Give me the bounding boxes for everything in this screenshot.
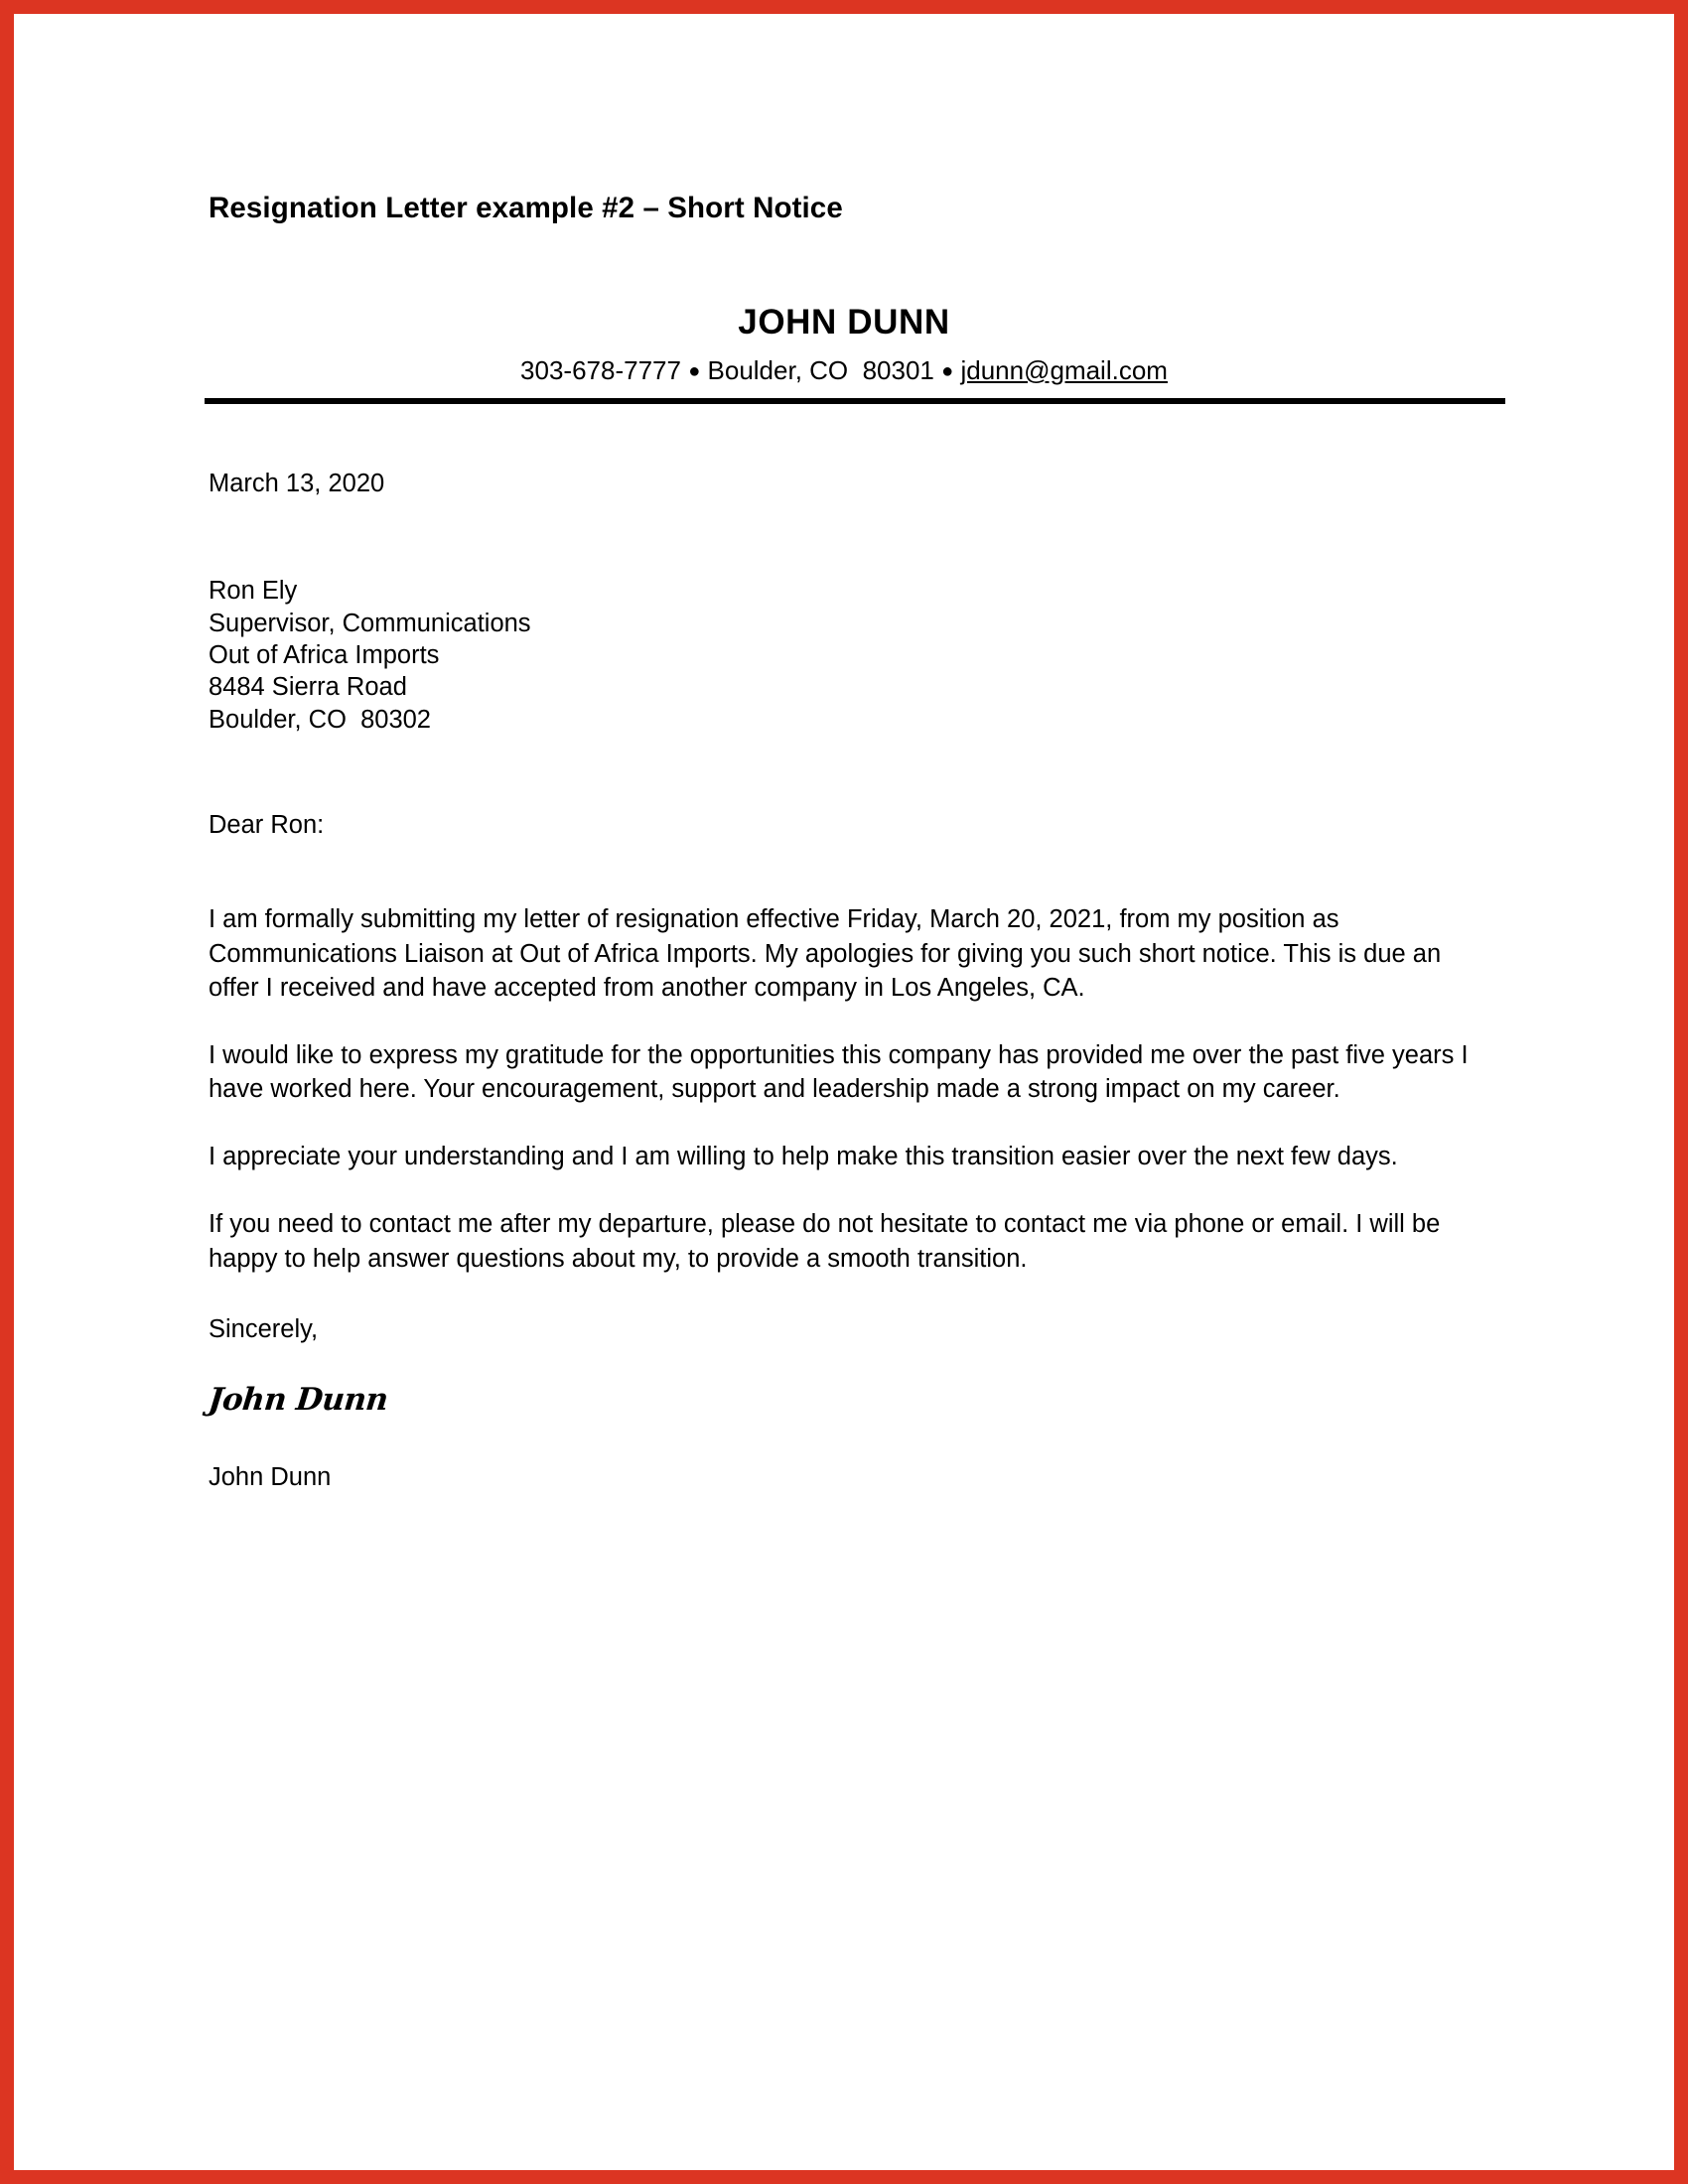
body-paragraph: I appreciate your understanding and I am willing to help make this transition easier over the next few days. — [209, 1143, 1398, 1171]
closing-salutation: Sincerely, — [209, 1314, 319, 1343]
sender-name: JOHN DUNN — [738, 303, 950, 342]
handwritten-signature: John Dunn — [207, 1382, 390, 1419]
recipient-title: Supervisor, Communications — [209, 609, 531, 637]
body-paragraph: I would like to express my gratitude for the opportunities this company has provided me over the past five years I have worked here. Your encouragement, support and leadership made a strong impact on my career. — [209, 1040, 1469, 1104]
signature-row — [209, 1345, 1475, 1420]
salutation: Dear Ron: — [209, 811, 325, 840]
letter-content — [209, 468, 1475, 1494]
body-paragraph: I am formally submitting my letter of resignation effective Friday, March 20, 2021, from my position as Communications Liaison at Out of Africa Imports. My apologies for giving you such short notice. This is due an offer I received and have accepted from another company in Los Angeles, CA. — [209, 905, 1442, 1002]
letter-date: March 13, 2020 — [209, 469, 385, 497]
page-title: Resignation Letter example #2 – Short Notice — [209, 192, 843, 224]
sender-location: Boulder, CO 80301 — [707, 354, 934, 385]
recipient-name: Ron Ely — [209, 577, 298, 606]
sender-email-link[interactable]: jdunn@gmail.com — [960, 354, 1168, 385]
bullet-separator-icon: ● — [688, 359, 701, 382]
sender-typed-name: John Dunn — [209, 1463, 332, 1492]
sender-phone: 303-678-7777 — [520, 354, 681, 385]
letter-page — [14, 14, 1674, 2170]
sender-contact-line — [209, 355, 1479, 386]
recipient-city-state-zip: Boulder, CO 80302 — [209, 705, 431, 734]
letterhead — [209, 303, 1479, 403]
body-paragraph: If you need to contact me after my departure, please do not hesitate to contact me via phone or email. I will be happy to help answer questions about my, to provide a smooth transition. — [209, 1210, 1441, 1273]
bullet-separator-icon: ● — [941, 359, 954, 382]
recipient-address-block — [209, 575, 1475, 736]
recipient-street: 8484 Sierra Road — [209, 673, 407, 702]
recipient-company: Out of Africa Imports — [209, 640, 440, 669]
letterhead-divider — [205, 398, 1505, 404]
